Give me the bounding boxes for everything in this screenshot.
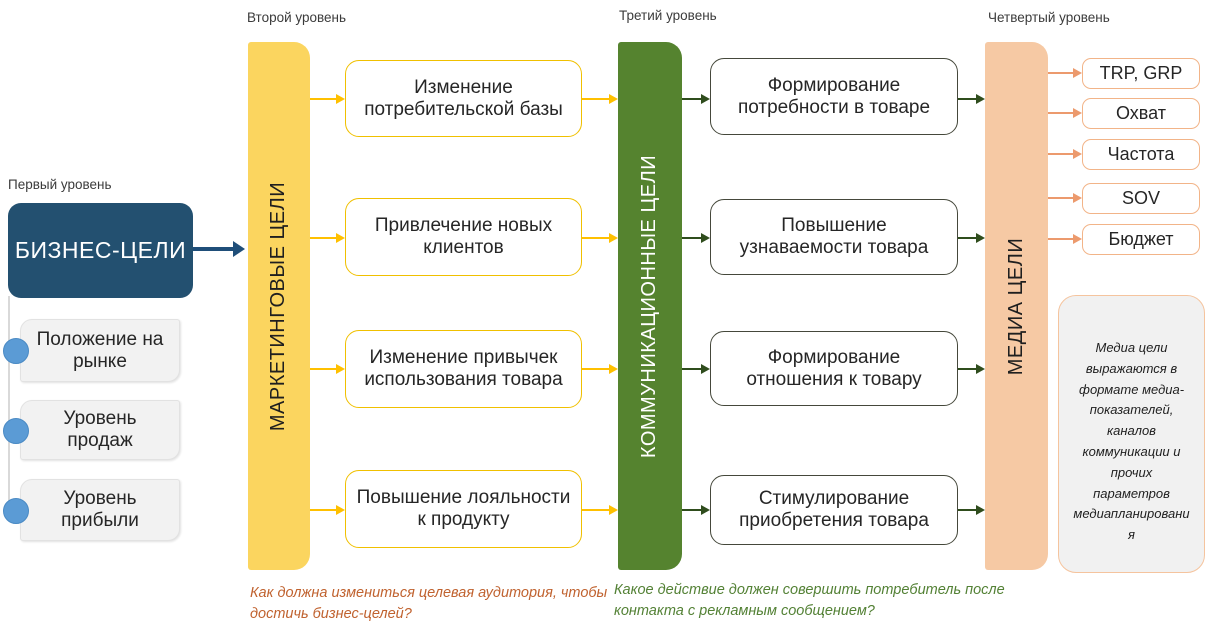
media-metric-box-frequency — [1082, 139, 1200, 170]
arrow-marketing-to-communication-3 — [582, 368, 610, 370]
marketing-goals-bar — [248, 42, 310, 570]
communication-goal-box-1 — [710, 58, 958, 135]
arrow-communication-bar-to-item-2 — [682, 237, 702, 239]
marketing-goal-label: Привлечение новых клиентов — [374, 215, 553, 258]
communication-goal-label: Стимулирование приобретения товара — [739, 488, 929, 531]
arrow-business-to-marketing — [193, 247, 234, 251]
level-label-second: Второй уровень — [247, 10, 347, 25]
business-subgoal-market-position — [20, 319, 180, 382]
communication-goals-bar — [618, 42, 682, 570]
arrow-communication-to-media-2 — [958, 237, 977, 239]
media-metric-label: Бюджет — [1108, 229, 1174, 249]
arrow-communication-to-media-3 — [958, 368, 977, 370]
communication-goal-box-2 — [710, 199, 958, 275]
media-goals-bar — [985, 42, 1048, 570]
communication-goal-label: Формирование отношения к товару — [746, 346, 922, 390]
arrow-marketing-bar-to-item-3 — [310, 368, 337, 370]
business-subgoal-profit-level — [20, 479, 180, 541]
media-metric-label: SOV — [1121, 188, 1160, 208]
media-note-box — [1058, 295, 1205, 573]
arrow-communication-bar-to-item-1 — [682, 98, 702, 100]
marketing-goal-label: Повышение лояльности к продукту — [356, 487, 571, 530]
business-subgoal-label: Уровень прибыли — [61, 488, 139, 531]
bullet-circle — [3, 338, 29, 364]
communication-goal-box-3 — [710, 331, 958, 406]
level-label-third: Третий уровень — [619, 8, 717, 23]
media-metric-box-budget — [1082, 224, 1200, 255]
arrow-media-bar-to-metric-5 — [1048, 238, 1074, 240]
communication-goal-label: Формирование потребности в товаре — [737, 74, 931, 118]
media-metric-box-reach — [1082, 98, 1200, 129]
media-metric-label: TRP, GRP — [1099, 63, 1183, 83]
media-note-text: Медиа цели выражаются в формате медиа-показателей, каналов коммуникации и прочих параметров медиапланирования — [1073, 340, 1190, 543]
question-communication: Какое действие должен совершить потребитель после контакта с рекламным сообщением? — [614, 582, 1005, 620]
marketing-goal-box-2 — [345, 198, 582, 276]
communication-goal-label: Повышение узнаваемости товара — [739, 215, 929, 258]
question-marketing: Как должна измениться целевая аудитория, чтобы достичь бизнес-целей? — [250, 585, 608, 623]
arrow-marketing-bar-to-item-2 — [310, 237, 337, 239]
arrow-marketing-to-communication-4 — [582, 509, 610, 511]
marketing-goal-box-3 — [345, 330, 582, 408]
arrow-marketing-to-communication-1 — [582, 98, 610, 100]
marketing-goal-box-1 — [345, 60, 582, 137]
level-label-fourth: Четвертый уровень — [988, 10, 1110, 25]
arrow-communication-bar-to-item-3 — [682, 368, 702, 370]
marketing-goal-box-4 — [345, 470, 582, 548]
media-goals-bar-label: МЕДИА ЦЕЛИ — [1005, 237, 1028, 375]
bullet-circle — [3, 418, 29, 444]
arrow-marketing-bar-to-item-1 — [310, 98, 337, 100]
arrow-media-bar-to-metric-1 — [1048, 72, 1074, 74]
communication-goals-bar-label: КОММУНИКАЦИОННЫЕ ЦЕЛИ — [638, 154, 661, 458]
media-metric-label: Охват — [1115, 103, 1167, 123]
business-subgoal-label: Положение на рынке — [36, 328, 164, 372]
marketing-goal-label: Изменение потребительской базы — [364, 76, 563, 120]
business-goals-title: БИЗНЕС-ЦЕЛИ — [14, 237, 187, 263]
business-subgoal-label: Уровень продаж — [63, 408, 137, 451]
business-goals-box — [8, 203, 193, 298]
arrow-marketing-bar-to-item-4 — [310, 509, 337, 511]
business-connector-line — [8, 296, 10, 510]
media-metric-box-sov — [1082, 183, 1200, 214]
arrow-marketing-to-communication-2 — [582, 237, 610, 239]
marketing-goals-bar-label: МАРКЕТИНГОВЫЕ ЦЕЛИ — [267, 181, 290, 431]
level-label-first: Первый уровень — [8, 177, 112, 192]
media-metric-label: Частота — [1107, 144, 1175, 164]
media-metric-box-trp-grp — [1082, 58, 1200, 89]
communication-goal-box-4 — [710, 475, 958, 545]
bullet-circle — [3, 498, 29, 524]
arrow-communication-bar-to-item-4 — [682, 509, 702, 511]
arrow-media-bar-to-metric-2 — [1048, 112, 1074, 114]
arrow-communication-to-media-1 — [958, 98, 977, 100]
arrow-communication-to-media-4 — [958, 509, 977, 511]
business-subgoal-sales-level — [20, 400, 180, 460]
marketing-goal-label: Изменение привычек использования товара — [364, 347, 563, 390]
arrow-media-bar-to-metric-4 — [1048, 197, 1074, 199]
arrow-media-bar-to-metric-3 — [1048, 153, 1074, 155]
